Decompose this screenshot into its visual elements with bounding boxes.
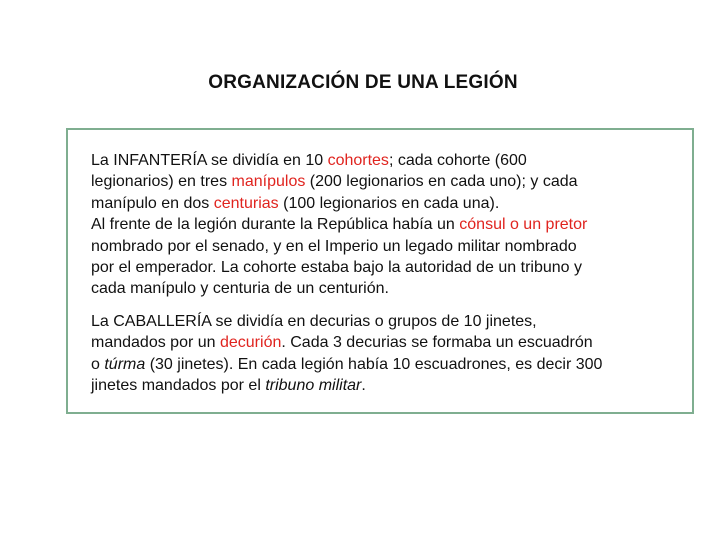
content-text (91, 150, 681, 396)
caballeria-paragraph (91, 311, 681, 397)
caballeria-line-4: jinetes mandados por el tribuno militar. (91, 377, 366, 395)
page-title (0, 72, 728, 94)
caballeria-line-1: La CABALLERÍA se dividía en decurias o grupos de 10 jinetes, (91, 312, 537, 330)
infanteria-line-2: legionarios) en tres manípulos (200 legionarios en cada uno); y cada (91, 173, 578, 191)
term-centurias: centurias (213, 194, 279, 212)
term-tribuno-militar: tribuno militar (265, 377, 362, 395)
caballeria-line-3: o túrma (30 jinetes). En cada legión había 10 escuadrones, es decir 300 (91, 355, 603, 373)
infanteria-line-1: La INFANTERÍA se dividía en 10 cohortes; cada cohorte (600 (91, 152, 527, 169)
page-title-text: ORGANIZACIÓN DE UNA LEGIÓN (208, 72, 518, 93)
infanteria-line-4: Al frente de la legión durante la República había un cónsul o un pretor (91, 216, 588, 234)
term-decurion: decurión (219, 334, 282, 352)
caballeria-line-2: mandados por un decurión. Cada 3 decurias se formaba un escuadrón (91, 334, 593, 352)
term-cohortes: cohortes (327, 152, 389, 169)
term-turma: túrma (104, 355, 146, 373)
term-manipulos: manípulos (231, 173, 306, 191)
infanteria-line-6: por el emperador. La cohorte estaba bajo la autoridad de un tribuno y (91, 259, 582, 277)
infanteria-line-7: cada manípulo y centuria de un centurión. (91, 280, 389, 298)
infanteria-line-3: manípulo en dos centurias (100 legionarios en cada una). (91, 194, 500, 212)
term-consul-pretor: cónsul o un pretor (459, 216, 588, 234)
infanteria-paragraph (91, 150, 681, 300)
infanteria-line-5: nombrado por el senado, y en el Imperio un legado militar nombrado (91, 237, 577, 255)
content-box (66, 128, 694, 414)
